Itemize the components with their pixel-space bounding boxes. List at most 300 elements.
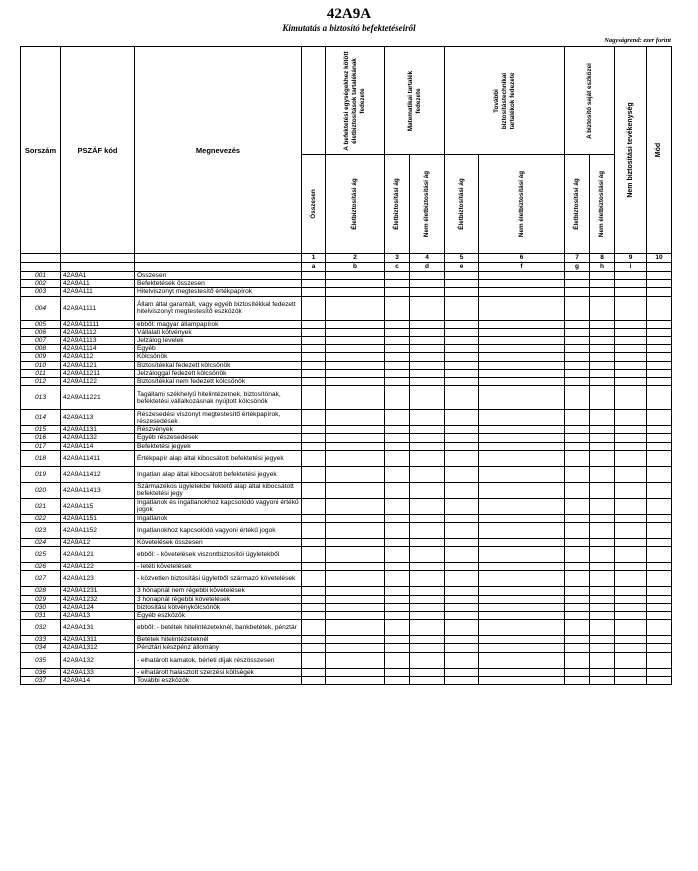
- value-cell[interactable]: [385, 563, 410, 571]
- value-cell[interactable]: [410, 612, 445, 620]
- value-cell[interactable]: [302, 280, 326, 288]
- value-cell[interactable]: [565, 482, 590, 498]
- value-cell[interactable]: [479, 563, 565, 571]
- value-cell[interactable]: [590, 620, 615, 636]
- value-cell[interactable]: [410, 280, 445, 288]
- value-cell[interactable]: [615, 280, 647, 288]
- value-cell[interactable]: [326, 450, 385, 466]
- value-cell[interactable]: [326, 320, 385, 328]
- value-cell[interactable]: [590, 523, 615, 539]
- value-cell[interactable]: [590, 410, 615, 426]
- value-cell[interactable]: [565, 296, 590, 320]
- value-cell[interactable]: [385, 280, 410, 288]
- value-cell[interactable]: [385, 514, 410, 522]
- value-cell[interactable]: [647, 426, 672, 434]
- value-cell[interactable]: [326, 434, 385, 442]
- value-cell[interactable]: [615, 296, 647, 320]
- value-cell[interactable]: [445, 378, 479, 386]
- value-cell[interactable]: [615, 547, 647, 563]
- value-cell[interactable]: [590, 353, 615, 361]
- value-cell[interactable]: [302, 361, 326, 369]
- value-cell[interactable]: [410, 288, 445, 296]
- value-cell[interactable]: [302, 386, 326, 410]
- value-cell[interactable]: [615, 563, 647, 571]
- value-cell[interactable]: [615, 410, 647, 426]
- value-cell[interactable]: [302, 547, 326, 563]
- value-cell[interactable]: [445, 587, 479, 595]
- value-cell[interactable]: [565, 345, 590, 353]
- value-cell[interactable]: [445, 442, 479, 450]
- value-cell[interactable]: [615, 369, 647, 377]
- value-cell[interactable]: [445, 523, 479, 539]
- value-cell[interactable]: [479, 514, 565, 522]
- value-cell[interactable]: [326, 676, 385, 684]
- value-cell[interactable]: [326, 369, 385, 377]
- value-cell[interactable]: [385, 595, 410, 603]
- value-cell[interactable]: [479, 668, 565, 676]
- value-cell[interactable]: [479, 676, 565, 684]
- value-cell[interactable]: [590, 361, 615, 369]
- value-cell[interactable]: [326, 272, 385, 280]
- value-cell[interactable]: [326, 652, 385, 668]
- value-cell[interactable]: [615, 272, 647, 280]
- value-cell[interactable]: [647, 410, 672, 426]
- value-cell[interactable]: [590, 296, 615, 320]
- value-cell[interactable]: [590, 571, 615, 587]
- value-cell[interactable]: [479, 434, 565, 442]
- value-cell[interactable]: [410, 547, 445, 563]
- value-cell[interactable]: [590, 482, 615, 498]
- value-cell[interactable]: [565, 652, 590, 668]
- value-cell[interactable]: [647, 272, 672, 280]
- value-cell[interactable]: [302, 498, 326, 514]
- value-cell[interactable]: [410, 587, 445, 595]
- value-cell[interactable]: [565, 587, 590, 595]
- value-cell[interactable]: [479, 426, 565, 434]
- value-cell[interactable]: [565, 563, 590, 571]
- value-cell[interactable]: [590, 442, 615, 450]
- value-cell[interactable]: [615, 514, 647, 522]
- value-cell[interactable]: [385, 369, 410, 377]
- value-cell[interactable]: [385, 361, 410, 369]
- value-cell[interactable]: [647, 652, 672, 668]
- value-cell[interactable]: [410, 676, 445, 684]
- value-cell[interactable]: [445, 450, 479, 466]
- value-cell[interactable]: [615, 652, 647, 668]
- value-cell[interactable]: [479, 442, 565, 450]
- value-cell[interactable]: [647, 587, 672, 595]
- value-cell[interactable]: [385, 328, 410, 336]
- value-cell[interactable]: [385, 644, 410, 652]
- value-cell[interactable]: [590, 337, 615, 345]
- value-cell[interactable]: [479, 620, 565, 636]
- value-cell[interactable]: [479, 337, 565, 345]
- value-cell[interactable]: [565, 668, 590, 676]
- value-cell[interactable]: [326, 498, 385, 514]
- value-cell[interactable]: [615, 668, 647, 676]
- value-cell[interactable]: [326, 442, 385, 450]
- value-cell[interactable]: [410, 644, 445, 652]
- value-cell[interactable]: [445, 482, 479, 498]
- value-cell[interactable]: [326, 668, 385, 676]
- value-cell[interactable]: [590, 378, 615, 386]
- value-cell[interactable]: [479, 280, 565, 288]
- value-cell[interactable]: [615, 498, 647, 514]
- value-cell[interactable]: [445, 668, 479, 676]
- value-cell[interactable]: [385, 466, 410, 482]
- value-cell[interactable]: [302, 563, 326, 571]
- value-cell[interactable]: [445, 272, 479, 280]
- value-cell[interactable]: [590, 280, 615, 288]
- value-cell[interactable]: [590, 434, 615, 442]
- value-cell[interactable]: [445, 636, 479, 644]
- value-cell[interactable]: [647, 498, 672, 514]
- value-cell[interactable]: [445, 296, 479, 320]
- value-cell[interactable]: [410, 386, 445, 410]
- value-cell[interactable]: [326, 328, 385, 336]
- value-cell[interactable]: [445, 353, 479, 361]
- value-cell[interactable]: [479, 450, 565, 466]
- value-cell[interactable]: [565, 676, 590, 684]
- value-cell[interactable]: [647, 676, 672, 684]
- value-cell[interactable]: [615, 603, 647, 611]
- value-cell[interactable]: [385, 620, 410, 636]
- value-cell[interactable]: [565, 644, 590, 652]
- value-cell[interactable]: [590, 450, 615, 466]
- value-cell[interactable]: [647, 523, 672, 539]
- value-cell[interactable]: [565, 353, 590, 361]
- value-cell[interactable]: [590, 320, 615, 328]
- value-cell[interactable]: [615, 450, 647, 466]
- value-cell[interactable]: [479, 595, 565, 603]
- value-cell[interactable]: [479, 386, 565, 410]
- value-cell[interactable]: [565, 571, 590, 587]
- value-cell[interactable]: [326, 337, 385, 345]
- value-cell[interactable]: [590, 539, 615, 547]
- value-cell[interactable]: [647, 612, 672, 620]
- value-cell[interactable]: [647, 547, 672, 563]
- value-cell[interactable]: [565, 361, 590, 369]
- value-cell[interactable]: [615, 676, 647, 684]
- value-cell[interactable]: [410, 361, 445, 369]
- value-cell[interactable]: [326, 571, 385, 587]
- value-cell[interactable]: [445, 498, 479, 514]
- value-cell[interactable]: [445, 369, 479, 377]
- value-cell[interactable]: [615, 466, 647, 482]
- value-cell[interactable]: [647, 466, 672, 482]
- value-cell[interactable]: [565, 410, 590, 426]
- value-cell[interactable]: [410, 563, 445, 571]
- value-cell[interactable]: [410, 571, 445, 587]
- value-cell[interactable]: [385, 587, 410, 595]
- value-cell[interactable]: [302, 636, 326, 644]
- value-cell[interactable]: [326, 547, 385, 563]
- value-cell[interactable]: [326, 296, 385, 320]
- value-cell[interactable]: [479, 320, 565, 328]
- value-cell[interactable]: [410, 296, 445, 320]
- value-cell[interactable]: [410, 482, 445, 498]
- value-cell[interactable]: [302, 587, 326, 595]
- value-cell[interactable]: [385, 337, 410, 345]
- value-cell[interactable]: [479, 547, 565, 563]
- value-cell[interactable]: [302, 288, 326, 296]
- value-cell[interactable]: [302, 296, 326, 320]
- value-cell[interactable]: [590, 466, 615, 482]
- value-cell[interactable]: [445, 644, 479, 652]
- value-cell[interactable]: [445, 426, 479, 434]
- value-cell[interactable]: [445, 410, 479, 426]
- value-cell[interactable]: [647, 620, 672, 636]
- value-cell[interactable]: [479, 644, 565, 652]
- value-cell[interactable]: [326, 636, 385, 644]
- value-cell[interactable]: [445, 280, 479, 288]
- value-cell[interactable]: [615, 426, 647, 434]
- value-cell[interactable]: [615, 636, 647, 644]
- value-cell[interactable]: [565, 434, 590, 442]
- value-cell[interactable]: [565, 603, 590, 611]
- value-cell[interactable]: [590, 587, 615, 595]
- value-cell[interactable]: [326, 466, 385, 482]
- value-cell[interactable]: [302, 337, 326, 345]
- value-cell[interactable]: [615, 587, 647, 595]
- value-cell[interactable]: [445, 466, 479, 482]
- value-cell[interactable]: [565, 320, 590, 328]
- value-cell[interactable]: [302, 442, 326, 450]
- value-cell[interactable]: [445, 434, 479, 442]
- value-cell[interactable]: [410, 466, 445, 482]
- value-cell[interactable]: [326, 612, 385, 620]
- value-cell[interactable]: [445, 361, 479, 369]
- value-cell[interactable]: [565, 288, 590, 296]
- value-cell[interactable]: [647, 353, 672, 361]
- value-cell[interactable]: [410, 378, 445, 386]
- value-cell[interactable]: [385, 571, 410, 587]
- value-cell[interactable]: [326, 353, 385, 361]
- value-cell[interactable]: [410, 539, 445, 547]
- value-cell[interactable]: [647, 320, 672, 328]
- value-cell[interactable]: [326, 386, 385, 410]
- value-cell[interactable]: [410, 272, 445, 280]
- value-cell[interactable]: [565, 369, 590, 377]
- value-cell[interactable]: [647, 442, 672, 450]
- value-cell[interactable]: [385, 426, 410, 434]
- value-cell[interactable]: [445, 320, 479, 328]
- value-cell[interactable]: [410, 514, 445, 522]
- value-cell[interactable]: [647, 378, 672, 386]
- value-cell[interactable]: [385, 434, 410, 442]
- value-cell[interactable]: [410, 410, 445, 426]
- value-cell[interactable]: [647, 450, 672, 466]
- value-cell[interactable]: [479, 288, 565, 296]
- value-cell[interactable]: [302, 369, 326, 377]
- value-cell[interactable]: [615, 523, 647, 539]
- value-cell[interactable]: [647, 514, 672, 522]
- value-cell[interactable]: [385, 612, 410, 620]
- value-cell[interactable]: [565, 426, 590, 434]
- value-cell[interactable]: [590, 426, 615, 434]
- value-cell[interactable]: [326, 361, 385, 369]
- value-cell[interactable]: [647, 603, 672, 611]
- value-cell[interactable]: [410, 442, 445, 450]
- value-cell[interactable]: [615, 539, 647, 547]
- value-cell[interactable]: [410, 369, 445, 377]
- value-cell[interactable]: [302, 482, 326, 498]
- value-cell[interactable]: [590, 272, 615, 280]
- value-cell[interactable]: [565, 498, 590, 514]
- value-cell[interactable]: [326, 482, 385, 498]
- value-cell[interactable]: [647, 345, 672, 353]
- value-cell[interactable]: [302, 434, 326, 442]
- value-cell[interactable]: [565, 612, 590, 620]
- value-cell[interactable]: [385, 272, 410, 280]
- value-cell[interactable]: [615, 337, 647, 345]
- value-cell[interactable]: [479, 466, 565, 482]
- value-cell[interactable]: [445, 288, 479, 296]
- value-cell[interactable]: [590, 386, 615, 410]
- value-cell[interactable]: [565, 539, 590, 547]
- value-cell[interactable]: [385, 288, 410, 296]
- value-cell[interactable]: [590, 603, 615, 611]
- value-cell[interactable]: [302, 523, 326, 539]
- value-cell[interactable]: [385, 386, 410, 410]
- value-cell[interactable]: [410, 523, 445, 539]
- value-cell[interactable]: [302, 345, 326, 353]
- value-cell[interactable]: [445, 676, 479, 684]
- value-cell[interactable]: [479, 571, 565, 587]
- value-cell[interactable]: [302, 652, 326, 668]
- value-cell[interactable]: [647, 369, 672, 377]
- value-cell[interactable]: [647, 644, 672, 652]
- value-cell[interactable]: [565, 514, 590, 522]
- value-cell[interactable]: [615, 644, 647, 652]
- value-cell[interactable]: [302, 668, 326, 676]
- value-cell[interactable]: [385, 378, 410, 386]
- value-cell[interactable]: [647, 337, 672, 345]
- value-cell[interactable]: [565, 523, 590, 539]
- value-cell[interactable]: [647, 668, 672, 676]
- value-cell[interactable]: [445, 652, 479, 668]
- value-cell[interactable]: [479, 482, 565, 498]
- value-cell[interactable]: [302, 466, 326, 482]
- value-cell[interactable]: [445, 563, 479, 571]
- value-cell[interactable]: [445, 386, 479, 410]
- value-cell[interactable]: [479, 272, 565, 280]
- value-cell[interactable]: [410, 668, 445, 676]
- value-cell[interactable]: [590, 652, 615, 668]
- value-cell[interactable]: [385, 296, 410, 320]
- value-cell[interactable]: [326, 410, 385, 426]
- value-cell[interactable]: [385, 450, 410, 466]
- value-cell[interactable]: [615, 442, 647, 450]
- value-cell[interactable]: [385, 652, 410, 668]
- value-cell[interactable]: [615, 288, 647, 296]
- value-cell[interactable]: [302, 571, 326, 587]
- value-cell[interactable]: [302, 272, 326, 280]
- value-cell[interactable]: [326, 539, 385, 547]
- value-cell[interactable]: [445, 328, 479, 336]
- value-cell[interactable]: [590, 563, 615, 571]
- value-cell[interactable]: [302, 603, 326, 611]
- value-cell[interactable]: [410, 353, 445, 361]
- value-cell[interactable]: [590, 644, 615, 652]
- value-cell[interactable]: [615, 345, 647, 353]
- value-cell[interactable]: [479, 378, 565, 386]
- value-cell[interactable]: [590, 595, 615, 603]
- value-cell[interactable]: [479, 498, 565, 514]
- value-cell[interactable]: [410, 345, 445, 353]
- value-cell[interactable]: [326, 563, 385, 571]
- value-cell[interactable]: [565, 450, 590, 466]
- value-cell[interactable]: [615, 482, 647, 498]
- value-cell[interactable]: [385, 442, 410, 450]
- value-cell[interactable]: [302, 612, 326, 620]
- value-cell[interactable]: [326, 595, 385, 603]
- value-cell[interactable]: [410, 434, 445, 442]
- value-cell[interactable]: [302, 320, 326, 328]
- value-cell[interactable]: [590, 547, 615, 563]
- value-cell[interactable]: [647, 288, 672, 296]
- value-cell[interactable]: [647, 563, 672, 571]
- value-cell[interactable]: [479, 652, 565, 668]
- value-cell[interactable]: [615, 378, 647, 386]
- value-cell[interactable]: [615, 328, 647, 336]
- value-cell[interactable]: [615, 595, 647, 603]
- value-cell[interactable]: [326, 523, 385, 539]
- value-cell[interactable]: [385, 668, 410, 676]
- value-cell[interactable]: [479, 361, 565, 369]
- value-cell[interactable]: [326, 587, 385, 595]
- value-cell[interactable]: [565, 466, 590, 482]
- value-cell[interactable]: [590, 345, 615, 353]
- value-cell[interactable]: [385, 523, 410, 539]
- value-cell[interactable]: [647, 296, 672, 320]
- value-cell[interactable]: [479, 539, 565, 547]
- value-cell[interactable]: [647, 636, 672, 644]
- value-cell[interactable]: [326, 644, 385, 652]
- value-cell[interactable]: [479, 296, 565, 320]
- value-cell[interactable]: [302, 353, 326, 361]
- value-cell[interactable]: [326, 620, 385, 636]
- value-cell[interactable]: [615, 434, 647, 442]
- value-cell[interactable]: [590, 369, 615, 377]
- value-cell[interactable]: [615, 571, 647, 587]
- value-cell[interactable]: [565, 337, 590, 345]
- value-cell[interactable]: [445, 539, 479, 547]
- value-cell[interactable]: [302, 676, 326, 684]
- value-cell[interactable]: [479, 345, 565, 353]
- value-cell[interactable]: [615, 612, 647, 620]
- value-cell[interactable]: [647, 482, 672, 498]
- value-cell[interactable]: [647, 434, 672, 442]
- value-cell[interactable]: [615, 353, 647, 361]
- value-cell[interactable]: [445, 514, 479, 522]
- value-cell[interactable]: [326, 345, 385, 353]
- value-cell[interactable]: [590, 676, 615, 684]
- value-cell[interactable]: [385, 410, 410, 426]
- value-cell[interactable]: [479, 523, 565, 539]
- value-cell[interactable]: [479, 353, 565, 361]
- value-cell[interactable]: [385, 547, 410, 563]
- value-cell[interactable]: [385, 603, 410, 611]
- value-cell[interactable]: [302, 620, 326, 636]
- value-cell[interactable]: [615, 361, 647, 369]
- value-cell[interactable]: [565, 378, 590, 386]
- value-cell[interactable]: [565, 280, 590, 288]
- value-cell[interactable]: [326, 603, 385, 611]
- value-cell[interactable]: [479, 587, 565, 595]
- value-cell[interactable]: [565, 328, 590, 336]
- value-cell[interactable]: [410, 636, 445, 644]
